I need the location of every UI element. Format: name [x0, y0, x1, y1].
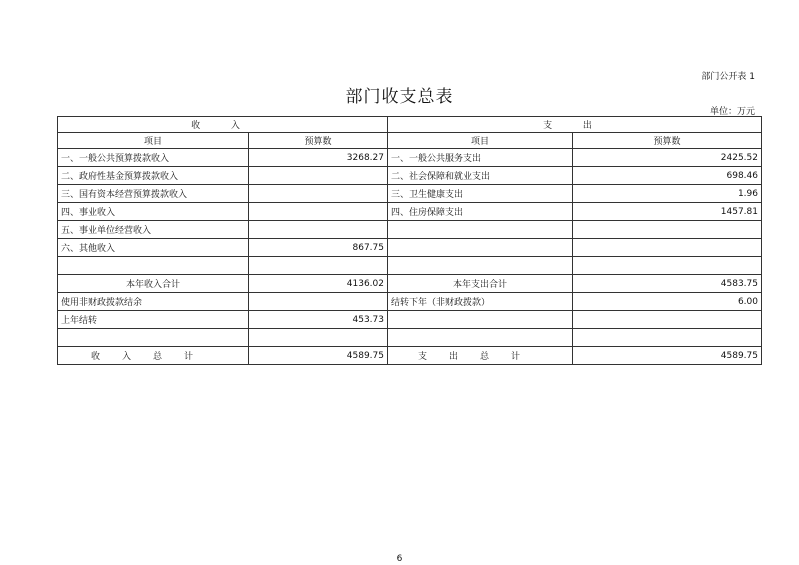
- income-item: 三、国有资本经营预算拨款收入: [58, 185, 249, 203]
- table-row: [58, 221, 762, 239]
- expense-total-value: 4589.75: [573, 347, 762, 365]
- income-total-value: 4589.75: [249, 347, 388, 365]
- income-total-label: 收入总计: [58, 347, 249, 365]
- total-row: [58, 347, 762, 365]
- income-subtotal-label: 本年收入合计: [58, 275, 249, 293]
- income-item: 上年结转: [58, 311, 249, 329]
- table-row: [58, 239, 762, 257]
- income-value: [249, 203, 388, 221]
- table-row: [58, 329, 762, 347]
- table-row: [58, 203, 762, 221]
- expense-value: [573, 221, 762, 239]
- income-value: [249, 185, 388, 203]
- expense-subtotal-value: 4583.75: [573, 275, 762, 293]
- income-item: 六、其他收入: [58, 239, 249, 257]
- income-subtotal-value: 4136.02: [249, 275, 388, 293]
- expense-item: [388, 311, 573, 329]
- income-item: 二、政府性基金预算拨款收入: [58, 167, 249, 185]
- expense-value: [573, 239, 762, 257]
- subtotal-row: [58, 275, 762, 293]
- income-value: 867.75: [249, 239, 388, 257]
- expense-item: 一、一般公共服务支出: [388, 149, 573, 167]
- income-value: [249, 167, 388, 185]
- income-value: [249, 329, 388, 347]
- income-item-header: 项目: [58, 133, 249, 149]
- expense-value: 1457.81: [573, 203, 762, 221]
- page-number: 6: [396, 554, 403, 564]
- expense-value: 1.96: [573, 185, 762, 203]
- expense-value: 698.46: [573, 167, 762, 185]
- expense-total-label: 支出总计: [388, 347, 573, 365]
- income-section-header: 收 入: [58, 117, 388, 133]
- income-value: 3268.27: [249, 149, 388, 167]
- expense-item: [388, 329, 573, 347]
- table-row: [58, 149, 762, 167]
- expense-item: [388, 257, 573, 275]
- budget-summary-table: [57, 116, 762, 365]
- table-row: [58, 311, 762, 329]
- expense-value: 6.00: [573, 293, 762, 311]
- income-item: 四、事业收入: [58, 203, 249, 221]
- expense-budget-header: 预算数: [573, 133, 762, 149]
- income-item: 五、事业单位经营收入: [58, 221, 249, 239]
- column-header-row: [58, 133, 762, 149]
- expense-item: [388, 221, 573, 239]
- table-row: [58, 293, 762, 311]
- expense-value: [573, 257, 762, 275]
- form-number: 部门公开表 1: [701, 72, 755, 82]
- income-value: [249, 257, 388, 275]
- expense-subtotal-label: 本年支出合计: [388, 275, 573, 293]
- expense-section-header: 支 出: [388, 117, 762, 133]
- section-header-row: [58, 117, 762, 133]
- expense-value: [573, 311, 762, 329]
- income-value: [249, 221, 388, 239]
- income-budget-header: 预算数: [249, 133, 388, 149]
- expense-item: 四、住房保障支出: [388, 203, 573, 221]
- expense-item: [388, 239, 573, 257]
- expense-item: 三、卫生健康支出: [388, 185, 573, 203]
- expense-item: 二、社会保障和就业支出: [388, 167, 573, 185]
- table-row: [58, 257, 762, 275]
- income-item: [58, 329, 249, 347]
- expense-item: 结转下年（非财政拨款）: [388, 293, 573, 311]
- expense-value: 2425.52: [573, 149, 762, 167]
- income-item: [58, 257, 249, 275]
- income-value: 453.73: [249, 311, 388, 329]
- table-row: [58, 185, 762, 203]
- unit-label: 单位：万元: [709, 107, 755, 117]
- table-row: [58, 167, 762, 185]
- income-item: 一、一般公共预算拨款收入: [58, 149, 249, 167]
- income-item: 使用非财政拨款结余: [58, 293, 249, 311]
- expense-value: [573, 329, 762, 347]
- page-title: 部门收支总表: [345, 87, 454, 107]
- expense-item-header: 项目: [388, 133, 573, 149]
- income-value: [249, 293, 388, 311]
